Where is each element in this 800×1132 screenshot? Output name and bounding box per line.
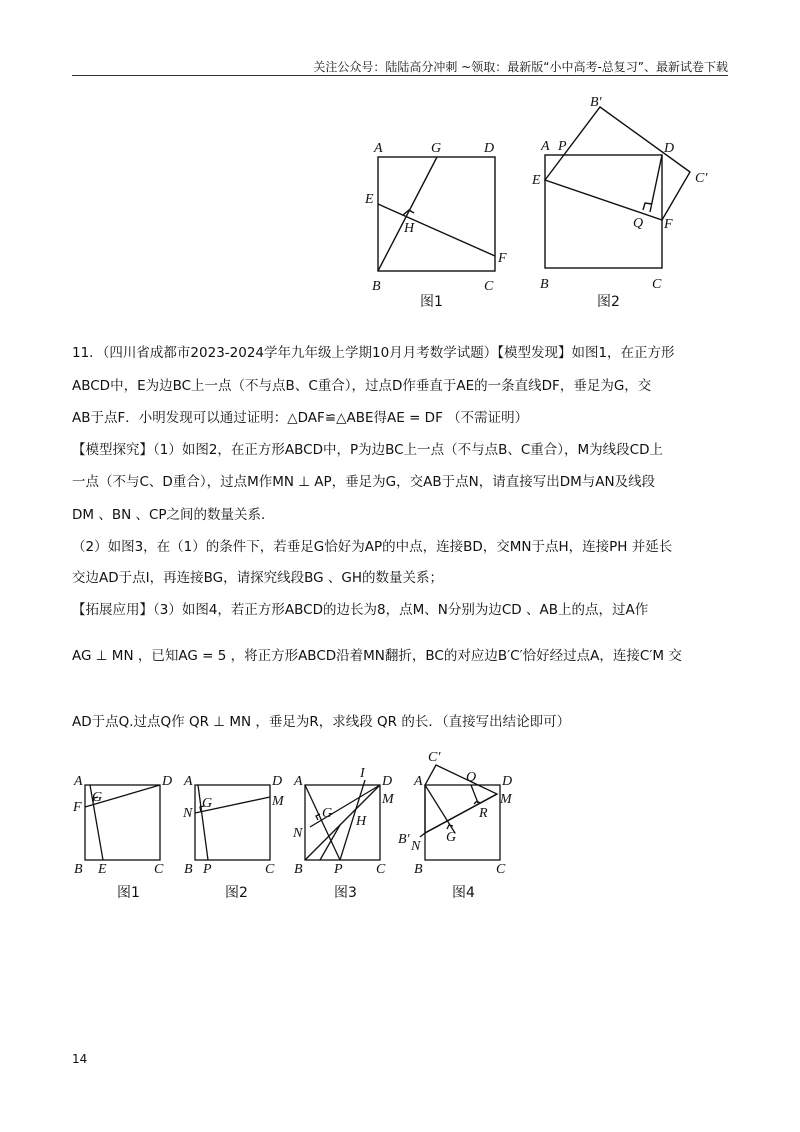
problem-line-6: DM 、BN 、CP之间的数量关系．	[72, 507, 275, 523]
label-a: A	[414, 774, 423, 789]
label-e: E	[365, 192, 374, 207]
problem-line-8: 交边AD于点I，再连接BG，请探究线段BG 、GH的数量关系；	[72, 570, 443, 586]
problem-line-7: （2）如图3，在（1）的条件下，若垂足G恰好为AP的中点，连接BD，交MN于点H，连接PH 并延长	[72, 539, 673, 555]
label-d: D	[484, 141, 495, 156]
problem-line-4: 【模型探究】（1）如图2，在正方形ABCD中，P为边BC上一点（不与点B、C重合），M为线段CD上	[72, 442, 664, 458]
label-g: G	[202, 796, 213, 811]
label-c: C	[376, 862, 386, 877]
label-c: C	[496, 862, 506, 877]
label-cprime: C′	[695, 171, 708, 186]
top-fig1-labels	[364, 141, 507, 310]
label-i: I	[360, 766, 365, 781]
label-a: A	[184, 774, 193, 789]
bottom-fig4-labels	[398, 750, 513, 901]
label-m: M	[382, 792, 394, 807]
label-c: C	[154, 862, 164, 877]
label-g: G	[92, 790, 103, 805]
label-b: B	[540, 277, 549, 292]
caption-bottom-fig3: 图3	[334, 885, 357, 901]
label-h: H	[356, 814, 367, 829]
caption-bottom-fig1: 图1	[117, 885, 140, 901]
caption-top-fig1: 图1	[420, 294, 443, 310]
label-q: Q	[633, 216, 644, 231]
label-a: A	[541, 139, 550, 154]
problem-line-1: 11．（四川省成都市2023-2024学年九年级上学期10月月考数学试题）【模型发现】如图1，在正方形	[72, 345, 675, 361]
top-fig2-labels	[531, 95, 708, 310]
problem-line-11: AD于点Q.过点Q作 QR ⊥ MN ，垂足为R，求线段 QR 的长．（直接写出结论即可）	[72, 714, 571, 730]
label-h: H	[404, 221, 415, 236]
label-d: D	[272, 774, 283, 789]
problem-line-5: 一点（不与C、D重合），过点M作MN ⊥ AP，垂足为G，交AB于点N，请直接写出DM与AN及线段	[72, 474, 656, 490]
label-b: B	[184, 862, 193, 877]
top-fig2	[545, 107, 690, 268]
label-bprime: B′	[398, 832, 410, 847]
label-c: C	[652, 277, 662, 292]
caption-top-fig2: 图2	[597, 294, 620, 310]
label-g: G	[446, 830, 457, 845]
label-e: E	[98, 862, 107, 877]
page-header: 关注公众号：陆陆高分冲刺 ~领取：最新版“小中高考-总复习”、最新试卷下载	[313, 60, 728, 74]
page-number: 14	[72, 1052, 88, 1066]
bottom-figures	[0, 745, 800, 905]
bottom-fig3	[305, 780, 380, 860]
label-r: R	[479, 806, 488, 821]
problem-line-3: AB于点F．小明发现可以通过证明：△DAF≌△ABE得AE = DF （不需证明）	[72, 410, 529, 426]
bottom-fig1-labels	[72, 774, 172, 901]
bottom-fig4	[420, 765, 500, 860]
label-e: E	[532, 173, 541, 188]
label-b: B	[372, 279, 381, 294]
label-g: G	[431, 141, 442, 156]
label-d: D	[382, 774, 393, 789]
label-a: A	[74, 774, 83, 789]
problem-line-2: ABCD中，E为边BC上一点（不与点B、C重合），过点D作垂直于AE的一条直线DF，垂足为G，交	[72, 378, 652, 394]
label-n: N	[411, 839, 421, 854]
label-c: C	[265, 862, 275, 877]
label-b: B	[414, 862, 423, 877]
label-n: N	[183, 806, 193, 821]
label-n: N	[293, 826, 303, 841]
label-d: D	[502, 774, 513, 789]
top-fig1	[378, 157, 495, 271]
problem-line-9: 【拓展应用】（3）如图4，若正方形ABCD的边长为8，点M、N分别为边CD 、AB上的点，过A作	[72, 602, 649, 618]
top-figures	[0, 0, 800, 330]
label-b: B	[74, 862, 83, 877]
label-b: B	[294, 862, 303, 877]
label-m: M	[500, 792, 512, 807]
label-q: Q	[466, 770, 477, 785]
label-c: C	[484, 279, 494, 294]
label-f: F	[73, 800, 82, 815]
label-cprime: C′	[428, 750, 441, 765]
label-g: G	[322, 806, 333, 821]
label-f: F	[664, 217, 673, 232]
problem-line-10: AG ⊥ MN ，已知AG = 5 ，将正方形ABCD沿着MN翻折，BC的对应边B′C′恰好经过点A，连接C′M 交	[72, 648, 682, 664]
label-bprime: B′	[590, 95, 602, 110]
label-p: P	[203, 862, 212, 877]
label-p: P	[558, 139, 567, 154]
label-d: D	[664, 141, 675, 156]
label-f: F	[498, 251, 507, 266]
label-d: D	[162, 774, 173, 789]
caption-bottom-fig4: 图4	[452, 885, 475, 901]
caption-bottom-fig2: 图2	[225, 885, 248, 901]
label-a: A	[294, 774, 303, 789]
label-a: A	[374, 141, 383, 156]
label-m: M	[272, 794, 284, 809]
label-p: P	[334, 862, 343, 877]
